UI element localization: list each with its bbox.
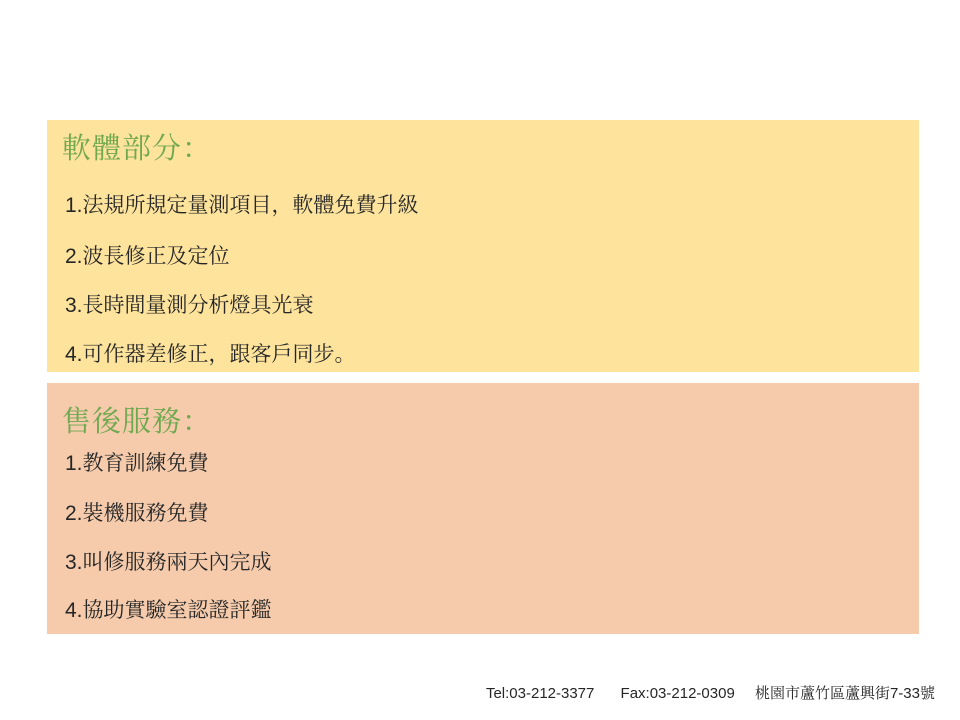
- footer-telephone: Tel:03-212-3377: [485, 685, 595, 702]
- list-item: 1.法規所規定量測項目，軟體免費升級: [65, 194, 419, 217]
- list-item: 2.裝機服務免費: [65, 502, 209, 525]
- footer-address: 桃園市蘆竹區蘆興街7-33號: [754, 685, 935, 702]
- list-item: 4.協助實驗室認證評鑑: [65, 599, 272, 622]
- software-section-panel: [47, 120, 919, 372]
- service-section-title: 售後服務：: [62, 406, 213, 438]
- list-item: 3.長時間量測分析燈具光衰: [65, 294, 314, 317]
- list-item: 1.教育訓練免費: [65, 452, 209, 475]
- list-item: 4.可作器差修正，跟客戶同步。: [65, 343, 356, 366]
- footer-fax: Fax:03-212-0309: [620, 685, 735, 702]
- software-section-title: 軟體部分：: [62, 133, 213, 165]
- service-section-panel: [47, 383, 919, 634]
- list-item: 2.波長修正及定位: [65, 245, 230, 268]
- list-item: 3.叫修服務兩天內完成: [65, 551, 272, 574]
- contact-footer: [486, 684, 935, 704]
